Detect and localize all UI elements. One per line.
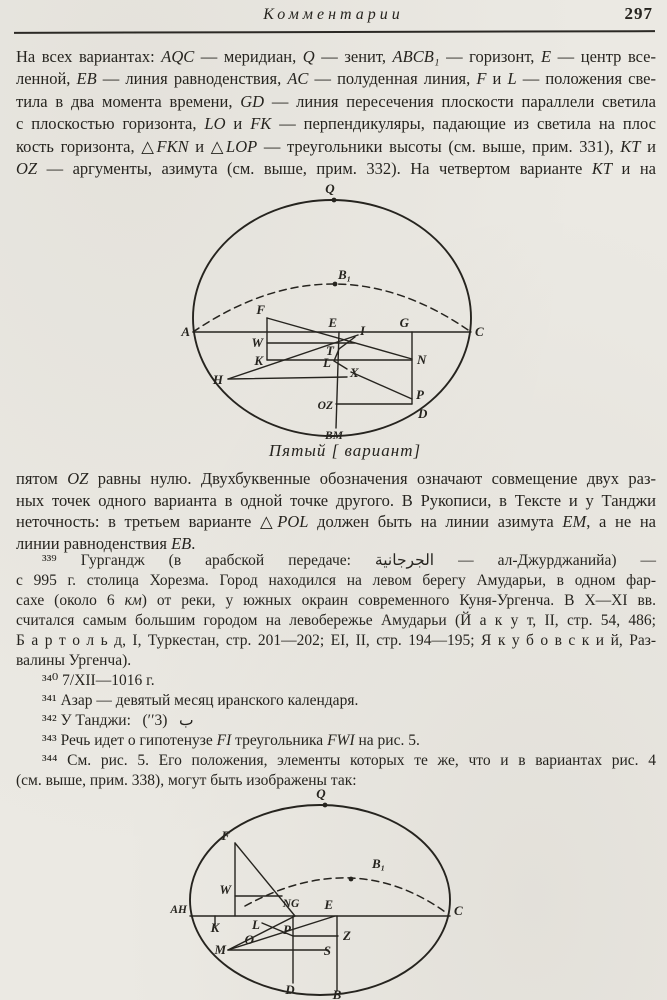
fig6-label-d: D — [285, 982, 295, 997]
fig5-label-i: I — [360, 323, 366, 338]
fig6-label-o: O — [244, 932, 254, 947]
fig6-label-k: K — [210, 920, 220, 935]
paragraph-2-line: ных точек одного варианта в одной точке другого. В Рукописи, в Тексте и у Танджи — [16, 490, 656, 510]
fig5-label-h: H — [212, 372, 223, 387]
figure6 — [150, 788, 530, 1000]
footnotes-block — [16, 551, 656, 791]
footnote-line: ³⁴² У Танджи: ب (3′′) — [42, 712, 194, 729]
paragraph-1-line: OZ — аргументы, азимута (см. выше, прим. 332). На четвертом варианте KT и на — [16, 159, 656, 179]
paragraph-2-line: неточность: в третьем варианте △POL должен быть на линии азимута EM, а не на — [16, 512, 656, 532]
paragraph-1-line: с плоскостью горизонта, LO и FK — перпендикуляры, падающие из светила на плос — [16, 114, 656, 134]
fig5-label-a: A — [181, 324, 190, 339]
fig5-point-dots — [332, 198, 338, 287]
footnote-line: сахе (около 6 км) от реки, у южных окраин современного Куня-Ургенча. В X—XI вв. — [16, 592, 656, 609]
paragraph-1-line: На всех вариантах: AQC — меридиан, Q — зенит, ABCB₁ — горизонт, E — центр все- — [16, 47, 656, 66]
fig6-point-dots — [323, 803, 354, 882]
footnote-line: ³⁴³ Речь идет о гипотенузе FI треугольника FWI на рис. 5. — [42, 732, 420, 749]
footnote-line: Б а р т о л ь д, I, Туркестан, стр. 201—202; EI, II, стр. 194—195; Я к у б о в с к и й, Раз- — [16, 632, 656, 649]
fig6-zenith-dot — [323, 803, 328, 808]
fig5-label-b1: B₁ — [338, 267, 352, 282]
fig5-label-f: F — [256, 302, 265, 317]
paragraph-1-line: тила в два момента времени, GD — линия пересечения плоскости параллели светила — [16, 91, 656, 111]
page-number: 297 — [624, 4, 653, 23]
footnote-line: ³⁴⁰ 7/XII—1016 г. — [42, 672, 155, 689]
fig6-label-ah: AH — [170, 904, 187, 916]
footnote-line: с 995 г. столица Хорезма. Город находился на левом берегу Амударьи, в одном фар- — [16, 572, 656, 589]
fig5-label-x: X — [350, 365, 359, 380]
fig6-label-c: C — [454, 903, 463, 918]
paragraph-1-line: кость горизонта, △FKN и △LOP — треугольники высоты (см. выше, прим. 331), KT и — [16, 136, 656, 156]
fig5-label-k: K — [254, 353, 263, 368]
footnote-line: валины Ургенча). — [16, 652, 132, 669]
fig6-b1-dot — [349, 877, 354, 882]
fig5-label-q: Q — [325, 183, 335, 196]
fig6-label-w: W — [219, 882, 231, 897]
fig5-label-d: D — [418, 406, 428, 421]
footnote-line: (см. выше, прим. 338), могут быть изображены так: — [16, 772, 357, 789]
footnote-line: ³⁴⁴ См. рис. 5. Его положения, элементы которых те же, что и в вариантах рис. 4 — [42, 752, 656, 769]
fig5-label-l: L — [323, 355, 331, 370]
fig5-label-w: W — [251, 335, 263, 350]
figure5-caption: Пятый [ вариант] — [268, 441, 422, 460]
paragraph-2-line: пятом OZ равны нулю. Двухбуквенные обозначения означают совмещение двух раз- — [16, 469, 657, 488]
fig6-label-s: S — [323, 943, 331, 958]
fig6-label-b: B — [332, 987, 342, 1000]
figure6-diagram — [150, 788, 530, 1000]
paragraph-2-line: линии равноденствия EB. — [16, 533, 196, 553]
footnote-line: ³⁴¹ Азар — девятый месяц иранского календаря. — [42, 692, 359, 709]
fig5-label-g: G — [399, 315, 409, 330]
fig5-label-n: N — [417, 352, 427, 367]
fig5-zenith-dot — [332, 198, 337, 203]
figure5 — [150, 183, 540, 441]
fig5-label-p: P — [416, 387, 424, 402]
fig5-label-e: E — [328, 315, 337, 330]
fig6-label-l: L — [252, 917, 260, 932]
fig6-label-f: F — [221, 828, 230, 843]
fig6-label-ng: NG — [282, 898, 300, 910]
footnote-line: ³³⁹ Гургандж (в арабской передаче: الجرجانية — ал-Джурджанийа) — — [42, 552, 656, 569]
fig6-label-z: Z — [343, 928, 351, 943]
fig6-label-p: P — [283, 922, 291, 937]
fig5-label-c: C — [475, 324, 484, 339]
fig5-label-t: T — [326, 343, 334, 358]
paragraph-1 — [16, 46, 656, 180]
fig6-label-b1: B₁ — [372, 856, 386, 871]
figure5-diagram — [150, 183, 540, 441]
fig5-b1-dot — [333, 282, 338, 287]
fig5-label-bm: BM — [325, 430, 343, 441]
paragraph-1-line: ленной, EB — линия равноденствия, AC — полуденная линия, F и L — положения све- — [16, 69, 656, 89]
fig6-label-e: E — [324, 897, 333, 912]
fig6-label-q: Q — [316, 788, 326, 801]
running-header-title: Комментарии — [263, 6, 404, 23]
fig5-label-oz: OZ — [317, 400, 333, 412]
paragraph-2 — [16, 468, 656, 554]
footnote-line: считался самым большим городом на левобережье Амударьи (Й а к у т, II, стр. 54, 486; — [16, 612, 656, 629]
fig6-label-m: M — [214, 942, 226, 957]
